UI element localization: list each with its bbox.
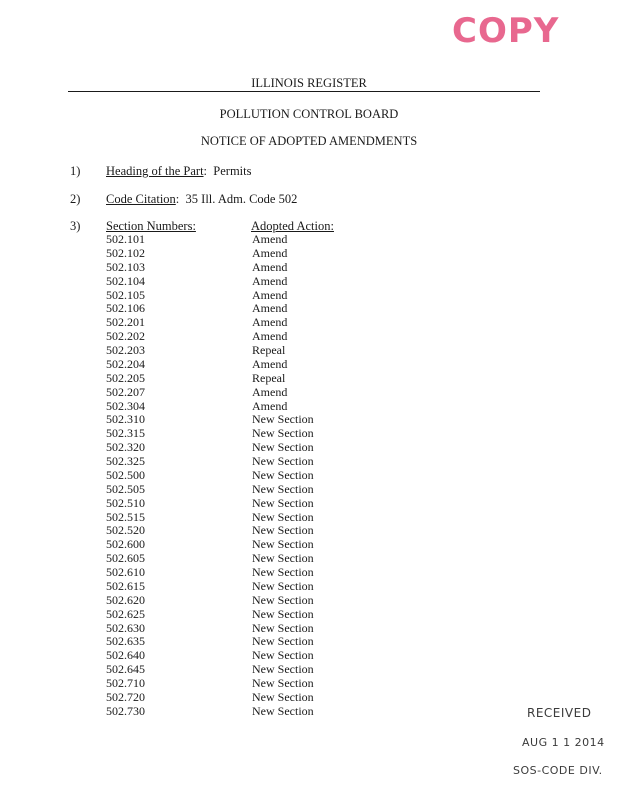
table-row xyxy=(106,510,366,524)
section-number: 502.101 xyxy=(106,232,145,246)
table-row xyxy=(106,232,366,246)
section-number: 502.635 xyxy=(106,634,145,649)
adopted-action: New Section xyxy=(252,648,314,663)
section-number: 502.640 xyxy=(106,648,145,663)
item-separator: : xyxy=(203,164,208,178)
adopted-action: New Section xyxy=(252,592,314,607)
section-number: 502.325 xyxy=(106,454,145,468)
section-number: 502.720 xyxy=(106,689,145,704)
table-row xyxy=(106,634,366,648)
col-header-section-numbers: Section Numbers: xyxy=(106,219,196,233)
section-number: 502.605 xyxy=(106,551,145,566)
section-number: 502.105 xyxy=(106,287,145,302)
received-stamp-line3: SOS-CODE DIV. xyxy=(513,764,603,777)
adopted-action: New Section xyxy=(252,467,314,482)
item-text xyxy=(106,164,251,178)
table-row xyxy=(106,371,366,385)
table-row xyxy=(106,523,366,537)
col-header-adopted-action: Adopted Action: xyxy=(251,219,334,233)
section-number: 502.104 xyxy=(106,273,145,288)
adopted-action: Amend xyxy=(252,273,288,288)
adopted-action: New Section xyxy=(252,495,314,510)
section-number: 502.207 xyxy=(106,384,145,399)
table-row xyxy=(106,288,366,302)
register-rule xyxy=(68,91,540,92)
section-number: 502.600 xyxy=(106,537,145,552)
section-number: 502.202 xyxy=(106,329,145,344)
section-number: 502.320 xyxy=(106,440,145,455)
table-row xyxy=(106,468,366,482)
table-row xyxy=(106,551,366,565)
section-number: 502.310 xyxy=(106,412,145,427)
notice-title: NOTICE OF ADOPTED AMENDMENTS xyxy=(200,134,418,148)
adopted-action: New Section xyxy=(252,565,314,579)
adopted-action: New Section xyxy=(252,509,314,524)
section-number: 502.625 xyxy=(106,606,145,621)
board-title: POLLUTION CONTROL BOARD xyxy=(219,107,399,121)
adopted-action: Amend xyxy=(252,398,288,413)
table-row xyxy=(106,246,366,260)
section-number: 502.630 xyxy=(106,620,145,635)
table-row xyxy=(106,426,366,440)
adopted-action: New Section xyxy=(252,634,314,649)
copy-stamp: COPY xyxy=(452,11,560,51)
section-number: 502.510 xyxy=(106,495,145,510)
section-number: 502.505 xyxy=(106,481,145,496)
adopted-action: Amend xyxy=(252,301,288,316)
section-number: 502.204 xyxy=(106,356,145,371)
table-row xyxy=(106,621,366,635)
adopted-action: New Section xyxy=(252,454,314,468)
table-row xyxy=(106,454,366,468)
table-row xyxy=(106,343,366,357)
table-row xyxy=(106,412,366,426)
adopted-action: Amend xyxy=(252,287,288,302)
table-row xyxy=(106,385,366,399)
adopted-action: New Section xyxy=(252,412,314,427)
table-row xyxy=(106,607,366,621)
section-number: 502.315 xyxy=(106,426,145,441)
section-number: 502.106 xyxy=(106,301,145,316)
adopted-action: Amend xyxy=(252,232,288,246)
table-row xyxy=(106,399,366,413)
table-row xyxy=(106,315,366,329)
adopted-action: Amend xyxy=(252,384,288,399)
section-number: 502.620 xyxy=(106,592,145,607)
received-stamp-line1: RECEIVED xyxy=(527,706,592,720)
table-row xyxy=(106,357,366,371)
section-number: 502.610 xyxy=(106,565,145,579)
adopted-action: New Section xyxy=(252,662,314,677)
item-text xyxy=(106,192,297,206)
adopted-action: Amend xyxy=(252,356,288,371)
adopted-action: Amend xyxy=(252,315,288,330)
table-row xyxy=(106,676,366,690)
table-row xyxy=(106,260,366,274)
section-number: 502.645 xyxy=(106,662,145,677)
table-row xyxy=(106,662,366,676)
adopted-action: Repeal xyxy=(252,343,286,357)
section-number: 502.102 xyxy=(106,245,145,260)
adopted-action: Repeal xyxy=(252,370,286,385)
section-number: 502.515 xyxy=(106,509,145,524)
section-number: 502.520 xyxy=(106,523,145,538)
table-row xyxy=(106,274,366,288)
adopted-action: Amend xyxy=(252,259,288,274)
table-row xyxy=(106,301,366,315)
table-row xyxy=(106,537,366,551)
sections-table xyxy=(106,232,366,718)
item-value: 35 Ill. Adm. Code 502 xyxy=(185,192,298,206)
item-value: Permits xyxy=(213,164,252,178)
section-number: 502.304 xyxy=(106,398,145,413)
section-number: 502.710 xyxy=(106,676,145,690)
section-number: 502.103 xyxy=(106,259,145,274)
register-title: ILLINOIS REGISTER xyxy=(251,76,367,90)
table-row xyxy=(106,579,366,593)
table-row xyxy=(106,704,366,718)
section-number: 502.201 xyxy=(106,315,145,330)
item-label: Heading of the Part xyxy=(106,164,204,178)
adopted-action: New Section xyxy=(252,578,314,593)
adopted-action: New Section xyxy=(252,703,314,718)
item-label: Code Citation xyxy=(106,192,176,206)
adopted-action: New Section xyxy=(252,606,314,621)
item-number: 1) xyxy=(70,164,81,178)
adopted-action: New Section xyxy=(252,440,314,455)
item-number: 3) xyxy=(70,219,81,233)
adopted-action: Amend xyxy=(252,245,288,260)
table-row xyxy=(106,593,366,607)
table-row xyxy=(106,329,366,343)
table-row xyxy=(106,482,366,496)
table-row xyxy=(106,440,366,454)
table-row xyxy=(106,648,366,662)
section-number: 502.500 xyxy=(106,467,145,482)
received-stamp-date: AUG 1 1 2014 xyxy=(522,736,605,749)
adopted-action: New Section xyxy=(252,620,314,635)
adopted-action: New Section xyxy=(252,551,314,566)
section-number: 502.205 xyxy=(106,370,145,385)
table-row xyxy=(106,565,366,579)
adopted-action: New Section xyxy=(252,523,314,538)
item-number: 2) xyxy=(70,192,81,206)
adopted-action: New Section xyxy=(252,426,314,441)
adopted-action: New Section xyxy=(252,689,314,704)
section-number: 502.615 xyxy=(106,578,145,593)
adopted-action: New Section xyxy=(252,676,314,690)
adopted-action: New Section xyxy=(252,481,314,496)
adopted-action: New Section xyxy=(252,537,314,552)
section-number: 502.730 xyxy=(106,703,145,718)
table-row xyxy=(106,496,366,510)
adopted-action: Amend xyxy=(252,329,288,344)
item-separator: : xyxy=(175,192,180,206)
section-number: 502.203 xyxy=(106,343,145,357)
table-row xyxy=(106,690,366,704)
